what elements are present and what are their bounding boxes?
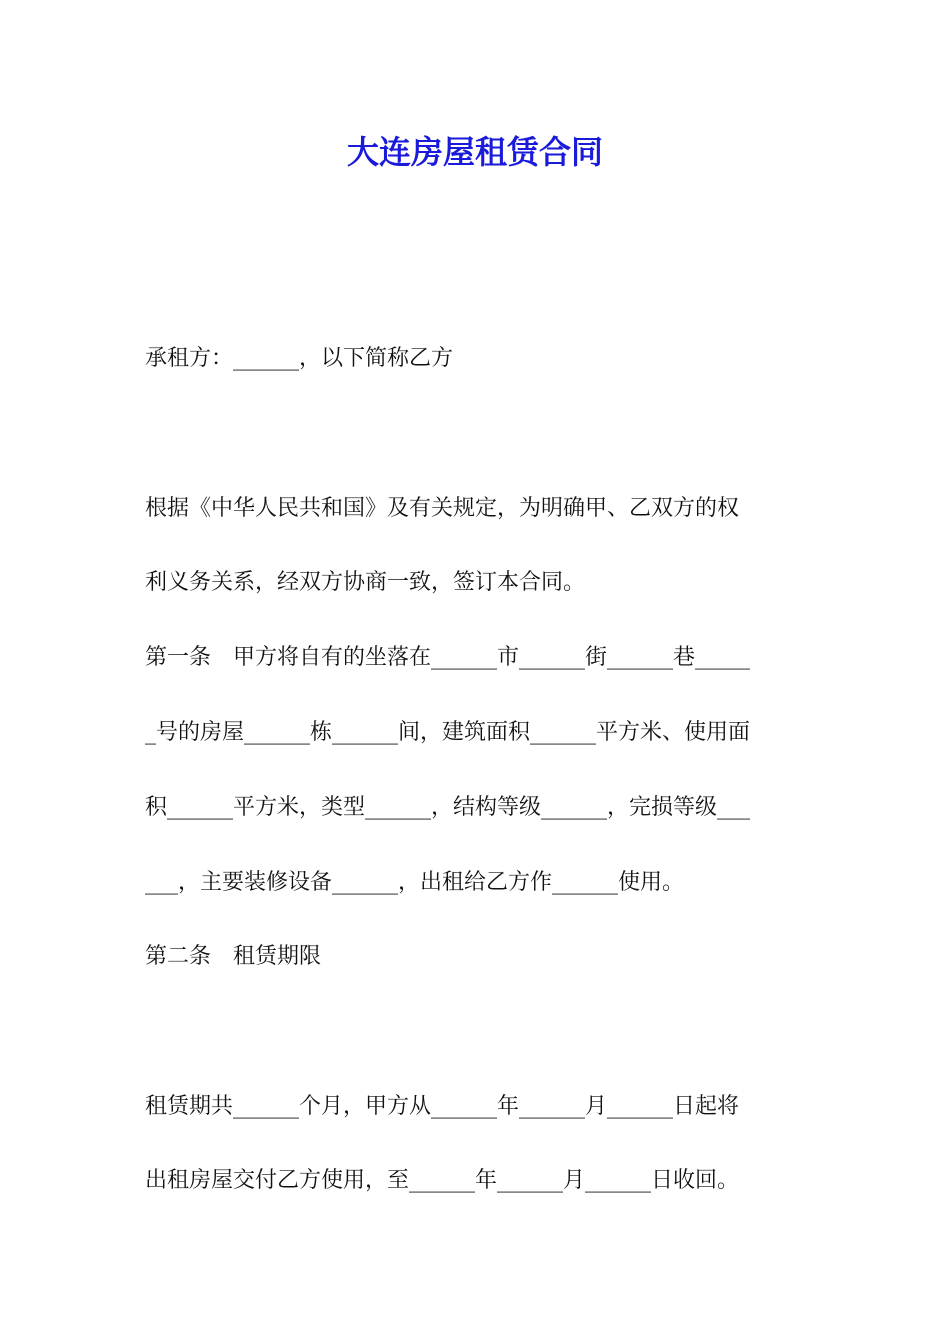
article-1-line-3: 积______平方米，类型______，结构等级______，完损等级___	[145, 795, 751, 820]
article-2-heading: 第二条 租赁期限	[145, 944, 322, 969]
preamble-line-2: 利义务关系，经双方协商一致，签订本合同。	[145, 570, 586, 595]
article-1-line-2: _号的房屋______栋______间，建筑面积______平方米、使用面	[145, 720, 751, 745]
article-1-line-4: ___，主要装修设备______，出租给乙方作______使用。	[145, 870, 685, 895]
document-title: 大连房屋租赁合同	[346, 133, 603, 171]
lease-term-line-2: 出租房屋交付乙方使用，至______年______月______日收回。	[145, 1168, 740, 1193]
tenant-line: 承租方：______，以下简称乙方	[145, 346, 454, 371]
article-1-line-1: 第一条 甲方将自有的坐落在______市______街______巷_____	[145, 645, 751, 670]
preamble-line-1: 根据《中华人民共和国》及有关规定，为明确甲、乙双方的权	[145, 496, 740, 521]
lease-term-line-1: 租赁期共______个月，甲方从______年______月______日起将	[145, 1094, 740, 1119]
